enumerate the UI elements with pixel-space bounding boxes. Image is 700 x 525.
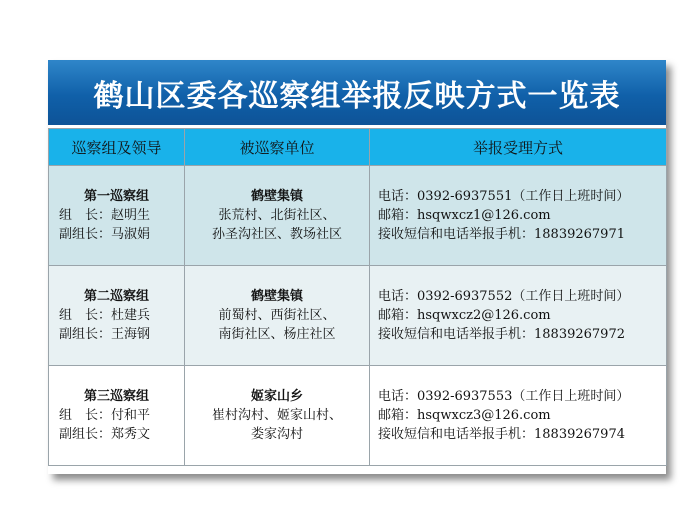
leader-line: [59, 306, 184, 325]
deputy-name: 郑秀文: [111, 427, 151, 442]
group-name: 第一巡察组: [83, 189, 149, 204]
leader-label: 组 长：: [59, 408, 112, 423]
email-text: 邮箱：hsqwxcz3@126.com: [378, 408, 551, 423]
table-row: [49, 366, 667, 466]
leader-label: 组 长：: [59, 308, 112, 323]
phone-text: 电话：0392-6937553（工作日上班时间）: [378, 389, 630, 404]
unit-cell: [185, 166, 370, 266]
deputy-name: 王海钢: [111, 327, 151, 342]
unit-town: 姬家山乡: [250, 389, 303, 404]
method-cell: [370, 266, 667, 366]
mobile-text: 接收短信和电话举报手机：18839267971: [378, 227, 625, 242]
phone-text: 电话：0392-6937552（工作日上班时间）: [378, 289, 630, 304]
leader-name: 付和平: [111, 408, 151, 423]
group-cell: [49, 166, 185, 266]
group-name: 第三巡察组: [83, 389, 149, 404]
header-unit: 被巡察单位: [185, 129, 370, 166]
table-row: [49, 266, 667, 366]
leader-line: [59, 206, 184, 225]
deputy-label: 副组长：: [59, 227, 112, 242]
report-table: [48, 128, 667, 466]
mobile-text: 接收短信和电话举报手机：18839267974: [378, 427, 625, 442]
table-header-row: [49, 129, 667, 166]
unit-cell: [185, 366, 370, 466]
method-cell: [370, 366, 667, 466]
unit-list-line: 南街社区、杨庄社区: [218, 327, 336, 342]
leader-name: 杜建兵: [111, 308, 151, 323]
unit-list-line: 崔村沟村、姬家山村、: [211, 408, 342, 423]
method-cell: [370, 166, 667, 266]
phone-text: 电话：0392-6937551（工作日上班时间）: [378, 189, 630, 204]
unit-town: 鹤壁集镇: [250, 189, 303, 204]
deputy-label: 副组长：: [59, 427, 112, 442]
unit-list-line: 张荒村、北街社区、: [218, 208, 336, 223]
title-bar: [48, 60, 666, 128]
header-method: 举报受理方式: [370, 129, 667, 166]
table-row: [49, 166, 667, 266]
group-name: 第二巡察组: [83, 289, 149, 304]
unit-list-line: 孙圣沟社区、教场社区: [211, 227, 342, 242]
group-cell: [49, 266, 185, 366]
deputy-label: 副组长：: [59, 327, 112, 342]
unit-list-line: 前蜀村、西街社区、: [218, 308, 336, 323]
leader-line: [59, 406, 184, 425]
deputy-line: [59, 325, 184, 344]
deputy-name: 马淑娟: [111, 227, 151, 242]
page-title: 鹤山区委各巡察组举报反映方式一览表: [93, 78, 621, 114]
header-group: 巡察组及领导: [49, 129, 185, 166]
notice-board: [48, 60, 666, 474]
unit-list-line: 娄家沟村: [250, 427, 303, 442]
mobile-text: 接收短信和电话举报手机：18839267972: [378, 327, 625, 342]
unit-town: 鹤壁集镇: [250, 289, 303, 304]
group-cell: [49, 366, 185, 466]
deputy-line: [59, 225, 184, 244]
leader-name: 赵明生: [111, 208, 151, 223]
unit-cell: [185, 266, 370, 366]
email-text: 邮箱：hsqwxcz2@126.com: [378, 308, 551, 323]
deputy-line: [59, 425, 184, 444]
email-text: 邮箱：hsqwxcz1@126.com: [378, 208, 551, 223]
leader-label: 组 长：: [59, 208, 112, 223]
